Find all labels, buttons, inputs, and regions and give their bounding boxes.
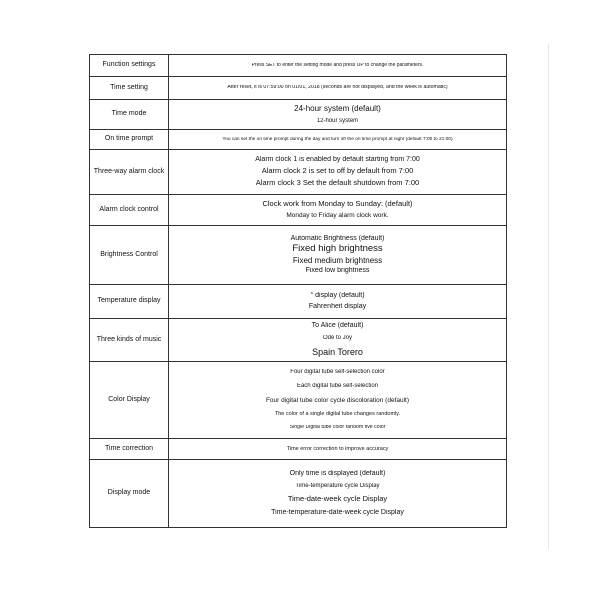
row-value [169,55,507,77]
row-label: Brightness Control [90,226,169,285]
row-value [169,77,507,100]
table-row [90,150,507,195]
row-label: Function settings [90,55,169,77]
row-value [169,150,507,195]
table-row [90,460,507,528]
row-value [169,226,507,285]
row-label: Time correction [90,439,169,460]
table-row [90,55,507,77]
value-line: Fixed medium brightness [292,256,383,266]
value-line: Fixed high brightness [292,244,383,255]
row-value [169,439,507,460]
value-line: Spain Torero [312,347,363,358]
value-line: Four digital tube self-selection color [290,369,385,376]
value-line: You can set the on time prompt during the day and turn off the on time prompt at night (default 7:00 to 21:00) [222,136,453,142]
value-line: Alarm clock 3 Set the default shutdown from 7:00 [255,179,420,188]
value-line: Single Digital tube color random five color [289,424,386,430]
table-row [90,226,507,285]
row-value [169,460,507,528]
row-label: Three-way alarm clock [90,150,169,195]
row-value [169,285,507,319]
table-row [90,439,507,460]
page-edge-line [548,44,549,549]
table-row [90,130,507,150]
value-line: Clock work from Monday to Sunday: (default) [262,200,413,209]
row-value [169,195,507,226]
value-line: Each digital tube self-selection [296,383,379,390]
value-line: Time error correction to improve accuracy [286,445,389,452]
value-line: The color of a single digital tube changes randomly. [274,411,401,418]
value-line: Time-date-week cycle Display [287,495,388,504]
value-line: Alarm clock 1 is enabled by default starting from 7:00 [255,156,420,164]
specification-table [89,54,507,528]
row-value [169,362,507,439]
value-line: Time-temperature-date-week cycle Display [271,508,404,516]
table-row [90,195,507,226]
value-line: To Alice (default) [311,322,364,330]
table-row [90,77,507,100]
value-line: 12-hour system [316,117,359,124]
value-line: 24-hour system (default) [294,104,381,114]
table-row [90,319,507,362]
row-label: On time prompt [90,130,169,150]
row-value [169,319,507,362]
value-line: Only time is displayed (default) [289,470,386,478]
value-line: Monday to Friday alarm clock work. [286,212,389,220]
value-line: Fahrenheit display [308,303,367,310]
row-label: Alarm clock control [90,195,169,226]
row-label: Color Display [90,362,169,439]
table-row [90,100,507,130]
row-label: Three kinds of music [90,319,169,362]
value-line: Time-temperature cycle Display [295,483,380,490]
value-line: Press SET to enter the setting mode and press UP to change the parameters. [251,62,424,68]
value-line: Automatic Brightness (default) [290,235,385,243]
row-label: Display mode [90,460,169,528]
value-line: Four digital tube color cycle discoloration (default) [265,397,410,405]
value-line: After reset, it is 07:59:00 on 01/01, 2018 (seconds are not displayed, and the week is automatic) [227,85,448,91]
row-label: Time mode [90,100,169,130]
table-row [90,285,507,319]
row-value [169,130,507,150]
value-line: Ode to Joy [322,335,352,342]
row-label: Temperature display [90,285,169,319]
row-label: Time setting [90,77,169,100]
value-line: Alarm clock 2 is set to off by default from 7:00 [261,167,414,176]
value-line: Fixed low brightness [305,266,370,274]
value-line: ° display (default) [310,291,365,299]
table-row [90,362,507,439]
row-value [169,100,507,130]
